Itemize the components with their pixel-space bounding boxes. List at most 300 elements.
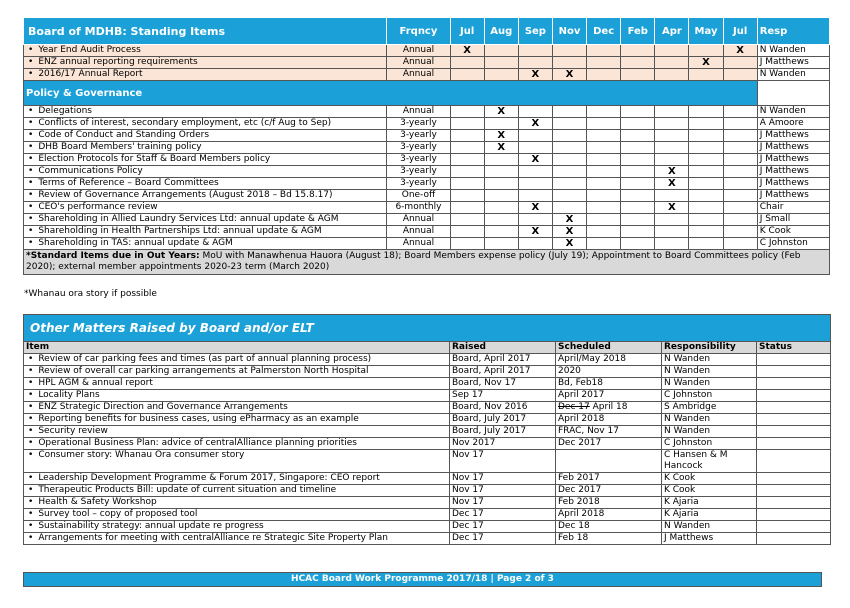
struck-date: Dec 17 (558, 402, 590, 412)
item-cell: • Health & Safety Workshop (24, 497, 450, 509)
responsibility-cell: N Wanden (662, 378, 757, 390)
month-mark-cell (484, 214, 518, 226)
raised-cell: Board, July 2017 (450, 414, 556, 426)
month-mark-cell (518, 166, 552, 178)
month-mark-cell (518, 57, 552, 69)
month-mark-cell: X (552, 226, 586, 238)
responsible-cell: J Matthews (757, 190, 829, 202)
month-mark-cell (621, 57, 655, 69)
item-cell: • ENZ annual reporting requirements (24, 57, 387, 69)
item-cell: • Year End Audit Process (24, 45, 387, 57)
responsibility-cell: K Ajaria (662, 497, 757, 509)
month-mark-cell (484, 178, 518, 190)
item-cell: • HPL AGM & annual report (24, 378, 450, 390)
responsible-cell: J Matthews (757, 178, 829, 190)
month-mark-cell (723, 166, 757, 178)
responsibility-cell: K Ajaria (662, 509, 757, 521)
frequency-cell: 3-yearly (387, 130, 450, 142)
status-cell (757, 354, 831, 366)
month-mark-cell (689, 178, 723, 190)
month-mark-cell (723, 202, 757, 214)
column-header: Jul (723, 18, 757, 45)
month-mark-cell (518, 178, 552, 190)
month-mark-cell (587, 57, 621, 69)
month-mark-cell (655, 118, 689, 130)
frequency-cell: 6-monthly (387, 202, 450, 214)
frequency-cell: 3-yearly (387, 166, 450, 178)
responsibility-cell: N Wanden (662, 426, 757, 438)
month-mark-cell (450, 238, 484, 250)
month-mark-cell (689, 238, 723, 250)
footnote-label: *Standard Items due in Out Years: (26, 251, 200, 261)
month-mark-cell (689, 45, 723, 57)
table-row (24, 57, 830, 69)
table-row (24, 426, 831, 438)
month-mark-cell (621, 202, 655, 214)
raised-cell: Nov 17 (450, 450, 556, 473)
scheduled-date: FRAC, Nov 17 (558, 426, 619, 436)
frequency-cell: Annual (387, 214, 450, 226)
responsible-cell: J Small (757, 214, 829, 226)
month-mark-cell (689, 190, 723, 202)
table-row (24, 473, 831, 485)
month-mark-cell (587, 226, 621, 238)
month-mark-cell (587, 214, 621, 226)
month-mark-cell (621, 238, 655, 250)
table-row (24, 390, 831, 402)
table-row (24, 202, 830, 214)
month-mark-cell (723, 106, 757, 118)
raised-cell: Board, April 2017 (450, 366, 556, 378)
item-cell: • Consumer story: Whanau Ora consumer story (24, 450, 450, 473)
item-cell: • Operational Business Plan: advice of centralAlliance planning priorities (24, 438, 450, 450)
frequency-cell: Annual (387, 226, 450, 238)
month-mark-cell: X (552, 214, 586, 226)
month-mark-cell (655, 45, 689, 57)
item-cell: • Conflicts of interest, secondary employment, etc (c/f Aug to Sep) (24, 118, 387, 130)
scheduled-date: Bd, Feb18 (558, 378, 603, 388)
month-mark-cell (587, 118, 621, 130)
scheduled-date: April 2018 (558, 414, 605, 424)
month-mark-cell: X (518, 154, 552, 166)
month-mark-cell (450, 142, 484, 154)
status-cell (757, 521, 831, 533)
responsible-cell: J Matthews (757, 130, 829, 142)
month-mark-cell: X (484, 130, 518, 142)
month-mark-cell (689, 142, 723, 154)
month-mark-cell (484, 190, 518, 202)
standing-title: Board of MDHB: Standing Items (24, 18, 387, 45)
column-header: Feb (621, 18, 655, 45)
month-mark-cell: X (518, 226, 552, 238)
month-mark-cell (450, 154, 484, 166)
responsibility-cell: N Wanden (662, 366, 757, 378)
month-mark-cell (655, 190, 689, 202)
status-cell (757, 414, 831, 426)
month-mark-cell (621, 142, 655, 154)
month-mark-cell (484, 69, 518, 81)
responsible-cell: K Cook (757, 226, 829, 238)
other-header-row (24, 315, 831, 342)
month-mark-cell (484, 154, 518, 166)
whanau-note: *Whanau ora story if possible (24, 289, 157, 299)
month-mark-cell: X (655, 178, 689, 190)
responsibility-cell: C Hansen & M Hancock (662, 450, 757, 473)
standing-items-table (23, 17, 830, 275)
month-mark-cell (484, 57, 518, 69)
frequency-cell: Annual (387, 69, 450, 81)
status-cell (757, 402, 831, 414)
frequency-cell: Annual (387, 57, 450, 69)
responsibility-cell: N Wanden (662, 414, 757, 426)
month-mark-cell (552, 202, 586, 214)
month-mark-cell (689, 202, 723, 214)
item-cell: • Reporting benefits for business cases, using ePharmacy as an example (24, 414, 450, 426)
responsibility-cell: C Johnston (662, 438, 757, 450)
item-cell: • Review of overall car parking arrangements at Palmerston North Hospital (24, 366, 450, 378)
status-cell (757, 366, 831, 378)
scheduled-cell (556, 450, 662, 473)
column-header: Jul (450, 18, 484, 45)
frequency-cell: 3-yearly (387, 178, 450, 190)
month-mark-cell (621, 190, 655, 202)
month-mark-cell (450, 57, 484, 69)
month-mark-cell (552, 154, 586, 166)
month-mark-cell (655, 226, 689, 238)
month-mark-cell (587, 154, 621, 166)
status-cell (757, 485, 831, 497)
table-row (24, 509, 831, 521)
scheduled-cell (556, 354, 662, 366)
scheduled-date: April 2017 (558, 390, 605, 400)
month-mark-cell (484, 118, 518, 130)
column-header: May (689, 18, 723, 45)
table-row (24, 142, 830, 154)
other-title: Other Matters Raised by Board and/or ELT (24, 315, 831, 342)
month-mark-cell (723, 154, 757, 166)
month-mark-cell: X (552, 238, 586, 250)
table-row (24, 402, 831, 414)
month-mark-cell: X (484, 142, 518, 154)
month-mark-cell (723, 178, 757, 190)
month-mark-cell (621, 69, 655, 81)
month-mark-cell (723, 130, 757, 142)
month-mark-cell (621, 178, 655, 190)
month-mark-cell (450, 214, 484, 226)
month-mark-cell (621, 130, 655, 142)
responsible-cell: J Matthews (757, 154, 829, 166)
item-cell: • Code of Conduct and Standing Orders (24, 130, 387, 142)
raised-cell: Nov 17 (450, 473, 556, 485)
footnote-cell (24, 250, 830, 275)
scheduled-cell (556, 378, 662, 390)
frequency-cell: 3-yearly (387, 142, 450, 154)
table-row (24, 533, 831, 545)
month-mark-cell: X (723, 45, 757, 57)
month-mark-cell: X (552, 69, 586, 81)
month-mark-cell (450, 226, 484, 238)
scheduled-cell (556, 533, 662, 545)
responsible-cell: J Matthews (757, 166, 829, 178)
month-mark-cell (484, 45, 518, 57)
responsible-cell: N Wanden (757, 69, 829, 81)
frequency-cell: Annual (387, 106, 450, 118)
item-cell: • ENZ Strategic Direction and Governance Arrangements (24, 402, 450, 414)
item-cell: • DHB Board Members' training policy (24, 142, 387, 154)
item-cell: • 2016/17 Annual Report (24, 69, 387, 81)
raised-cell: Board, Nov 2016 (450, 402, 556, 414)
column-header: Frqncy (387, 18, 450, 45)
item-cell: • Arrangements for meeting with centralAlliance re Strategic Site Property Plan (24, 533, 450, 545)
month-mark-cell (552, 106, 586, 118)
month-mark-cell (621, 226, 655, 238)
table-row (24, 450, 831, 473)
month-mark-cell: X (518, 69, 552, 81)
scheduled-cell (556, 366, 662, 378)
other-columns-row (24, 342, 831, 354)
scheduled-cell (556, 438, 662, 450)
raised-cell: Sep 17 (450, 390, 556, 402)
month-mark-cell (655, 142, 689, 154)
month-mark-cell (518, 45, 552, 57)
month-mark-cell (587, 202, 621, 214)
status-cell (757, 426, 831, 438)
table-row (24, 414, 831, 426)
month-mark-cell (723, 142, 757, 154)
item-cell: • Communications Policy (24, 166, 387, 178)
section-blank (757, 81, 829, 106)
frequency-cell: Annual (387, 45, 450, 57)
scheduled-date: 2020 (558, 366, 581, 376)
month-mark-cell (518, 190, 552, 202)
month-mark-cell (587, 190, 621, 202)
table-row (24, 354, 831, 366)
page-footer: HCAC Board Work Programme 2017/18 | Page 2 of 3 (23, 572, 822, 587)
responsibility-cell: N Wanden (662, 521, 757, 533)
month-mark-cell (450, 178, 484, 190)
month-mark-cell (587, 69, 621, 81)
scheduled-cell (556, 521, 662, 533)
item-cell: • Shareholding in TAS: annual update & AGM (24, 238, 387, 250)
status-cell (757, 438, 831, 450)
responsible-cell: Chair (757, 202, 829, 214)
month-mark-cell (587, 45, 621, 57)
month-mark-cell (689, 154, 723, 166)
other-matters-table (23, 314, 831, 545)
month-mark-cell (518, 214, 552, 226)
scheduled-date: Feb 2018 (558, 497, 600, 507)
table-row (24, 238, 830, 250)
month-mark-cell (621, 118, 655, 130)
column-header: Resp (757, 18, 829, 45)
month-mark-cell (655, 57, 689, 69)
month-mark-cell (689, 130, 723, 142)
scheduled-cell (556, 485, 662, 497)
table-row (24, 69, 830, 81)
month-mark-cell (655, 69, 689, 81)
scheduled-cell (556, 402, 662, 414)
column-header: Item (24, 342, 450, 354)
status-cell (757, 473, 831, 485)
responsibility-cell: J Matthews (662, 533, 757, 545)
table-row (24, 485, 831, 497)
month-mark-cell (655, 106, 689, 118)
footnote-text: MoU with Manawhenua Hauora (August 18); Board Members expense policy (July 19); Appointment to Board Committees policy (Feb 2020); external member appointments 2020-23 term (March 2020) (26, 251, 801, 272)
responsible-cell: J Matthews (757, 142, 829, 154)
raised-cell: Board, July 2017 (450, 426, 556, 438)
column-header: Scheduled (556, 342, 662, 354)
scheduled-date: April 18 (589, 402, 628, 412)
item-cell: • Review of Governance Arrangements (August 2018 – Bd 15.8.17) (24, 190, 387, 202)
month-mark-cell (552, 57, 586, 69)
status-cell (757, 390, 831, 402)
raised-cell: Dec 17 (450, 509, 556, 521)
item-cell: • Terms of Reference – Board Committees (24, 178, 387, 190)
month-mark-cell (518, 238, 552, 250)
month-mark-cell (621, 106, 655, 118)
item-cell: • Survey tool – copy of proposed tool (24, 509, 450, 521)
column-header: Aug (484, 18, 518, 45)
month-mark-cell (723, 118, 757, 130)
responsibility-cell: K Cook (662, 485, 757, 497)
raised-cell: Board, Nov 17 (450, 378, 556, 390)
month-mark-cell (450, 69, 484, 81)
month-mark-cell (450, 190, 484, 202)
item-cell: • CEO's performance review (24, 202, 387, 214)
responsibility-cell: K Cook (662, 473, 757, 485)
item-cell: • Security review (24, 426, 450, 438)
raised-cell: Dec 17 (450, 533, 556, 545)
month-mark-cell (518, 142, 552, 154)
table-row (24, 497, 831, 509)
table-row (24, 366, 831, 378)
scheduled-date: Dec 18 (558, 521, 590, 531)
status-cell (757, 497, 831, 509)
table-row (24, 166, 830, 178)
responsible-cell: C Johnston (757, 238, 829, 250)
raised-cell: Dec 17 (450, 521, 556, 533)
month-mark-cell (484, 202, 518, 214)
scheduled-cell (556, 414, 662, 426)
month-mark-cell (450, 118, 484, 130)
month-mark-cell: X (450, 45, 484, 57)
month-mark-cell (723, 69, 757, 81)
month-mark-cell (450, 130, 484, 142)
month-mark-cell (450, 106, 484, 118)
month-mark-cell (621, 166, 655, 178)
month-mark-cell (552, 142, 586, 154)
month-mark-cell (689, 214, 723, 226)
frequency-cell: Annual (387, 238, 450, 250)
section-header-row (24, 81, 830, 106)
table-row (24, 178, 830, 190)
item-cell: • Shareholding in Allied Laundry Services Ltd: annual update & AGM (24, 214, 387, 226)
month-mark-cell (587, 130, 621, 142)
status-cell (757, 533, 831, 545)
month-mark-cell: X (655, 166, 689, 178)
raised-cell: Nov 17 (450, 485, 556, 497)
table-row (24, 226, 830, 238)
month-mark-cell (552, 178, 586, 190)
month-mark-cell (587, 238, 621, 250)
scheduled-cell (556, 509, 662, 521)
responsible-cell: A Amoore (757, 118, 829, 130)
frequency-cell: One-off (387, 190, 450, 202)
table-row (24, 130, 830, 142)
month-mark-cell (655, 238, 689, 250)
item-cell: • Locality Plans (24, 390, 450, 402)
month-mark-cell (518, 106, 552, 118)
month-mark-cell: X (689, 57, 723, 69)
responsibility-cell: C Johnston (662, 390, 757, 402)
column-header: Sep (518, 18, 552, 45)
month-mark-cell (552, 190, 586, 202)
responsible-cell: N Wanden (757, 106, 829, 118)
frequency-cell: 3-yearly (387, 154, 450, 166)
month-mark-cell: X (518, 202, 552, 214)
scheduled-cell (556, 473, 662, 485)
scheduled-cell (556, 426, 662, 438)
column-header: Apr (655, 18, 689, 45)
month-mark-cell (621, 214, 655, 226)
month-mark-cell (587, 178, 621, 190)
month-mark-cell (689, 106, 723, 118)
item-cell: • Delegations (24, 106, 387, 118)
month-mark-cell (484, 238, 518, 250)
item-cell: • Election Protocols for Staff & Board Members policy (24, 154, 387, 166)
month-mark-cell (587, 106, 621, 118)
month-mark-cell: X (518, 118, 552, 130)
table-row (24, 521, 831, 533)
scheduled-date: April 2018 (558, 509, 605, 519)
month-mark-cell (484, 226, 518, 238)
month-mark-cell (450, 202, 484, 214)
item-cell: • Leadership Development Programme & Forum 2017, Singapore: CEO report (24, 473, 450, 485)
table-row (24, 190, 830, 202)
month-mark-cell (723, 190, 757, 202)
item-cell: • Review of car parking fees and times (as part of annual planning process) (24, 354, 450, 366)
month-mark-cell (723, 226, 757, 238)
month-mark-cell (723, 214, 757, 226)
column-header: Status (757, 342, 831, 354)
month-mark-cell (450, 166, 484, 178)
standing-header-row (24, 18, 830, 45)
month-mark-cell: X (484, 106, 518, 118)
column-header: Nov (552, 18, 586, 45)
month-mark-cell (552, 118, 586, 130)
month-mark-cell (655, 214, 689, 226)
raised-cell: Nov 17 (450, 497, 556, 509)
scheduled-cell (556, 497, 662, 509)
month-mark-cell (689, 226, 723, 238)
scheduled-date: Dec 2017 (558, 438, 602, 448)
month-mark-cell (587, 166, 621, 178)
month-mark-cell (552, 166, 586, 178)
responsibility-cell: S Ambridge (662, 402, 757, 414)
status-cell (757, 378, 831, 390)
section-title: Policy & Governance (24, 81, 758, 106)
status-cell (757, 450, 831, 473)
month-mark-cell (655, 130, 689, 142)
scheduled-date: Feb 2017 (558, 473, 600, 483)
table-row (24, 118, 830, 130)
table-row (24, 154, 830, 166)
column-header: Responsibility (662, 342, 757, 354)
responsible-cell: N Wanden (757, 45, 829, 57)
raised-cell: Nov 2017 (450, 438, 556, 450)
month-mark-cell (484, 166, 518, 178)
month-mark-cell (518, 130, 552, 142)
